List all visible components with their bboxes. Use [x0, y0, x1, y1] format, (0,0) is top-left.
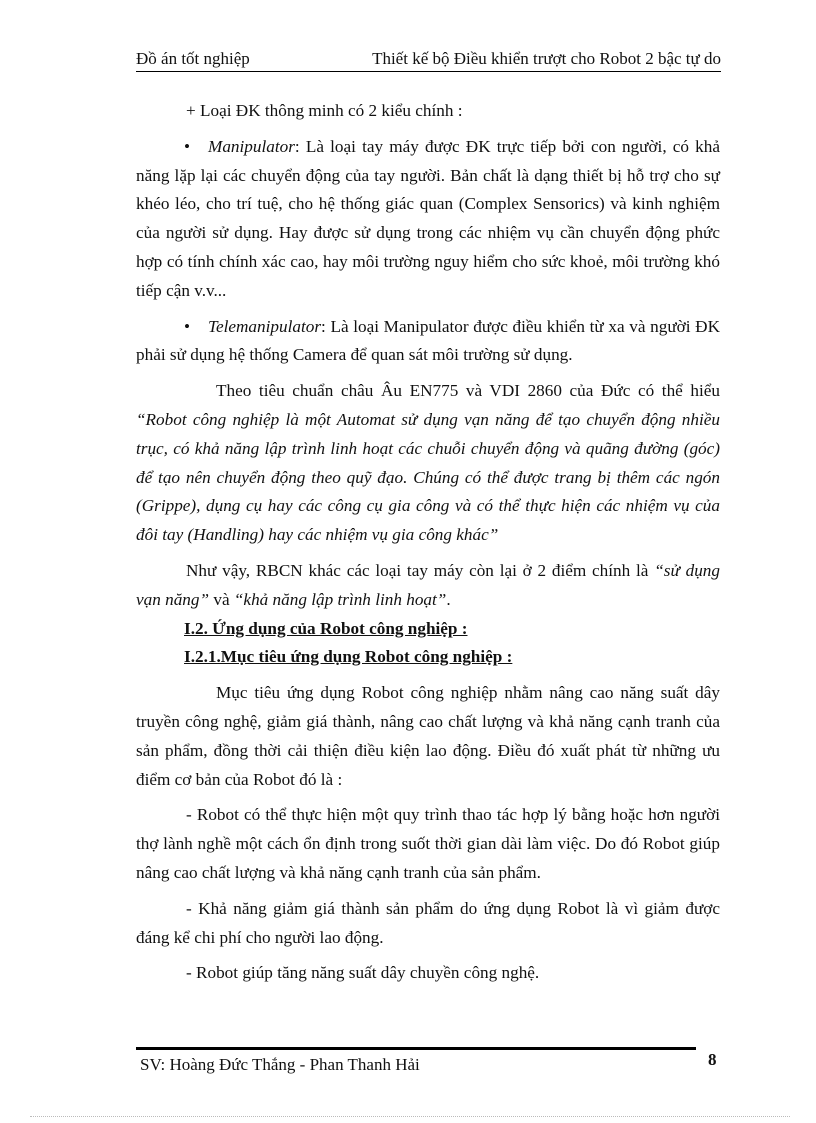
header-rule — [136, 71, 721, 72]
term-manipulator: Manipulator — [208, 136, 295, 156]
footer-author: SV: Hoàng Đức Thắng - Phan Thanh Hải — [140, 1055, 420, 1074]
summary-and: và — [209, 589, 234, 609]
advantage-2-paragraph: - Khả năng giảm giá thành sản phẩm do ứng dụng Robot là vì giảm được đáng kể chi phí cho người lao động. — [136, 898, 720, 947]
summary-end: . — [446, 589, 451, 609]
summary-quote-1: “sử dụng vạn năng” — [136, 560, 720, 609]
bullet-icon: • — [184, 136, 191, 156]
bullet-manipulator-text: : Là loại tay máy được ĐK trực tiếp bởi con người, có khả năng lặp lại các chuyển động của tay người. Bản chất là dạng thiết bị hỗ trợ cho sự khéo léo, cho trí tuệ, cho hệ thống giác quan (Complex Sensorics) và kinh nghiệm của người sử dụng. Hay được sử dụng trong các nhiệm vụ cần chuyển động phức hợp có tính chính xác cao, hay môi trường nguy hiểm cho sức khoẻ, môi trường khó tiếp cận v.v... — [136, 136, 720, 300]
header-thesis-title: Thiết kế bộ Điều khiển trượt cho Robot 2 bậc tự do — [372, 49, 721, 68]
summary-lead: Như vậy, RBCN khác các loại tay máy còn lại ở 2 điểm chính là — [186, 560, 655, 580]
term-telemanipulator: Telemanipulator — [208, 316, 322, 336]
section-heading-1-2-1: I.2.1.Mục tiêu ứng dụng Robot công nghiệp : — [184, 647, 513, 667]
bullet-telemanipulator — [136, 313, 720, 371]
bullet-telemanipulator-text: : Là loại Manipulator được điều khiển từ xa và người ĐK phải sử dụng hệ thống Camera để quan sát môi trường sử dụng. — [136, 316, 720, 365]
summary-paragraph — [136, 557, 720, 615]
footer-rule — [136, 1047, 696, 1050]
page-header — [136, 49, 721, 69]
intro-paragraph: + Loại ĐK thông minh có 2 kiểu chính : — [186, 101, 463, 120]
page-number: 8 — [708, 1050, 717, 1069]
summary-quote-2: “khả năng lập trình linh hoạt” — [233, 589, 447, 609]
bullet-icon: • — [184, 316, 191, 336]
page-edge-dotted-line — [30, 1116, 790, 1117]
page-body — [136, 97, 720, 988]
definition-quote: “Robot công nghiệp là một Automat sử dụng vạn năng để tạo chuyển động nhiều trục, có khả năng lập trình linh hoạt các chuỗi chuyển động và quãng đường (góc) để tạo nên chuyển động theo quỹ đạo. Chúng có thể được trang bị thêm các ngón (Grippe), dụng cụ hay các công cụ gia công và có thể thực hiện các nhiệm vụ của đôi tay (Handling) hay các nhiệm vụ gia công khác” — [136, 409, 720, 545]
objective-paragraph: Mục tiêu ứng dụng Robot công nghiệp nhằm nâng cao năng suất dây truyền công nghệ, giảm giá thành, nâng cao chất lượng và khả năng cạnh tranh của sản phẩm, đồng thời cải thiện điều kiện lao động. Điều đó xuất phát từ những ưu điểm cơ bản của Robot đó là : — [136, 683, 720, 789]
definition-paragraph — [136, 377, 720, 550]
section-heading-1-2: I.2. Ứng dụng của Robot công nghiệp : — [184, 618, 468, 638]
advantage-3-paragraph: - Robot giúp tăng năng suất dây chuyền công nghệ. — [186, 963, 540, 983]
header-thesis-label: Đồ án tốt nghiệp — [136, 49, 250, 68]
advantage-1-paragraph: - Robot có thể thực hiện một quy trình thao tác hợp lý bằng hoặc hơn người thợ lành nghề một cách ổn định trong suốt thời gian dài làm việc. Do đó Robot giúp nâng cao chất lượng và khả năng cạnh tranh của sản phẩm. — [136, 805, 720, 882]
definition-lead: Theo tiêu chuẩn châu Âu EN775 và VDI 2860 của Đức có thể hiểu — [216, 381, 720, 401]
bullet-manipulator — [136, 133, 720, 306]
